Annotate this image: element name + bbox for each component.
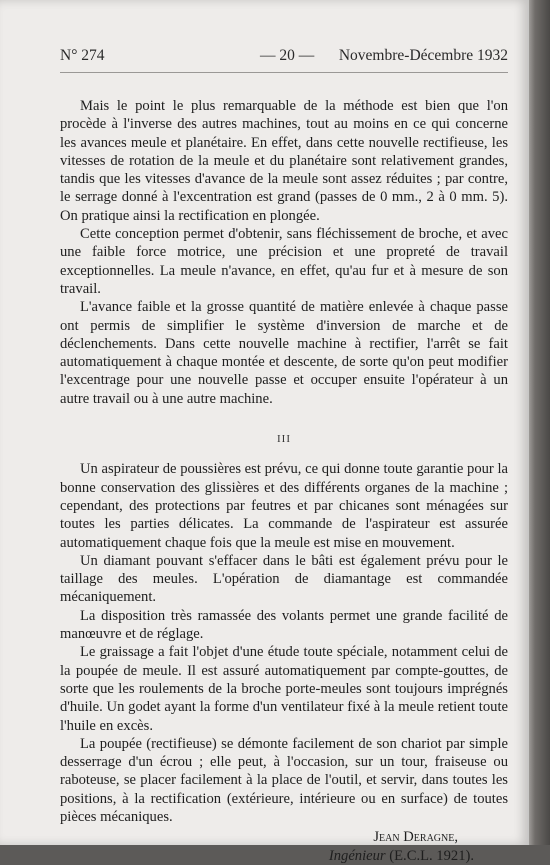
issue-date: Novembre-Décembre 1932 bbox=[338, 47, 508, 64]
paragraph: Le graissage a fait l'objet d'une étude toute spéciale, notamment celui de la poupée de meule. Il est assuré automatiquement par compte-gouttes, de sorte que les roulements de la broche porte-meules sont toujours imprégnés d'huile. Un godet ayant la forme d'un ventilateur fixé à la meule retient toute l'huile en excès. bbox=[60, 644, 508, 734]
paragraph: La disposition très ramassée des volants permet une grande facilité de manœuvre et de réglage. bbox=[60, 607, 508, 643]
paragraph: Un aspirateur de poussières est prévu, ce qui donne toute garantie pour la bonne conservation des glissières et des différents organes de la machine ; cependant, des protections par feutres et par chicanes sont ménagées sur toutes les parties délicates. La commande de l'aspirateur est assurée automatiquement chaque fois que la meule est mise en mouvement. bbox=[60, 461, 508, 551]
page-edge-shadow bbox=[529, 0, 550, 845]
author-name: Jean Deragne, bbox=[373, 829, 458, 846]
paragraph: L'avance faible et la grosse quantité de matière enlevée à chaque passe ont permis de simplifier le système d'inversion de marche et de déclenchements. Dans cette nouvelle machine à rectifier, l'arrêt se fait automatiquement à chaque montée et descente, de sorte qu'on peut modifier l'excentrage pour une nouvelle passe et occuper ensuite l'opérateur à un autre travail ou à une autre machine. bbox=[60, 299, 508, 407]
author-school: (E.C.L. 1921). bbox=[389, 847, 474, 864]
page-number: — 20 — bbox=[260, 47, 315, 64]
paragraph: La poupée (rectifieuse) se démonte facilement de son chariot par simple desserrage d'un écrou ; elle peut, à l'occasion, sur un tour, fraiseuse ou raboteuse, se placer facilement à la place de l'outil, et servir, dans toutes les positions, à la rectification (extérieure, intérieure ou en surface) de toutes pièces mécaniques. bbox=[60, 735, 508, 825]
paragraph: Mais le point le plus remarquable de la méthode est bien que l'on procède à l'inverse des autres machines, tout au moins en ce qui concerne les avances meule et planétaire. En effet, dans cette nouvelle rectifieuse, les vitesses de rotation de la meule et du planétaire sont relativement grandes, tandis que les vitesses d'avance de la meule sont assez réduites ; par contre, le serrage donné à l'excentration est grand (passes de 0 mm., 2 à 0 mm. 5). On pratique ainsi la rectification en plongée. bbox=[60, 98, 508, 224]
paragraph: Un diamant pouvant s'effacer dans le bâti est également prévu pour le taillage des meules. L'opération de diamantage est commandée mécaniquement. bbox=[60, 552, 508, 606]
article-body bbox=[60, 97, 508, 865]
section-number: III bbox=[277, 433, 291, 446]
issue-number: N° 274 bbox=[60, 47, 105, 64]
header-rule bbox=[60, 72, 508, 73]
paragraph: Cette conception permet d'obtenir, sans fléchissement de broche, et avec une faible force motrice, une précision et une propreté de travail exceptionnelles. La meule n'avance, en effet, qu'au fur et à mesure de son travail. bbox=[60, 226, 508, 297]
author-title bbox=[60, 847, 508, 865]
author-role: Ingénieur bbox=[328, 847, 386, 864]
page-header bbox=[60, 47, 508, 67]
signature-block bbox=[60, 828, 508, 865]
